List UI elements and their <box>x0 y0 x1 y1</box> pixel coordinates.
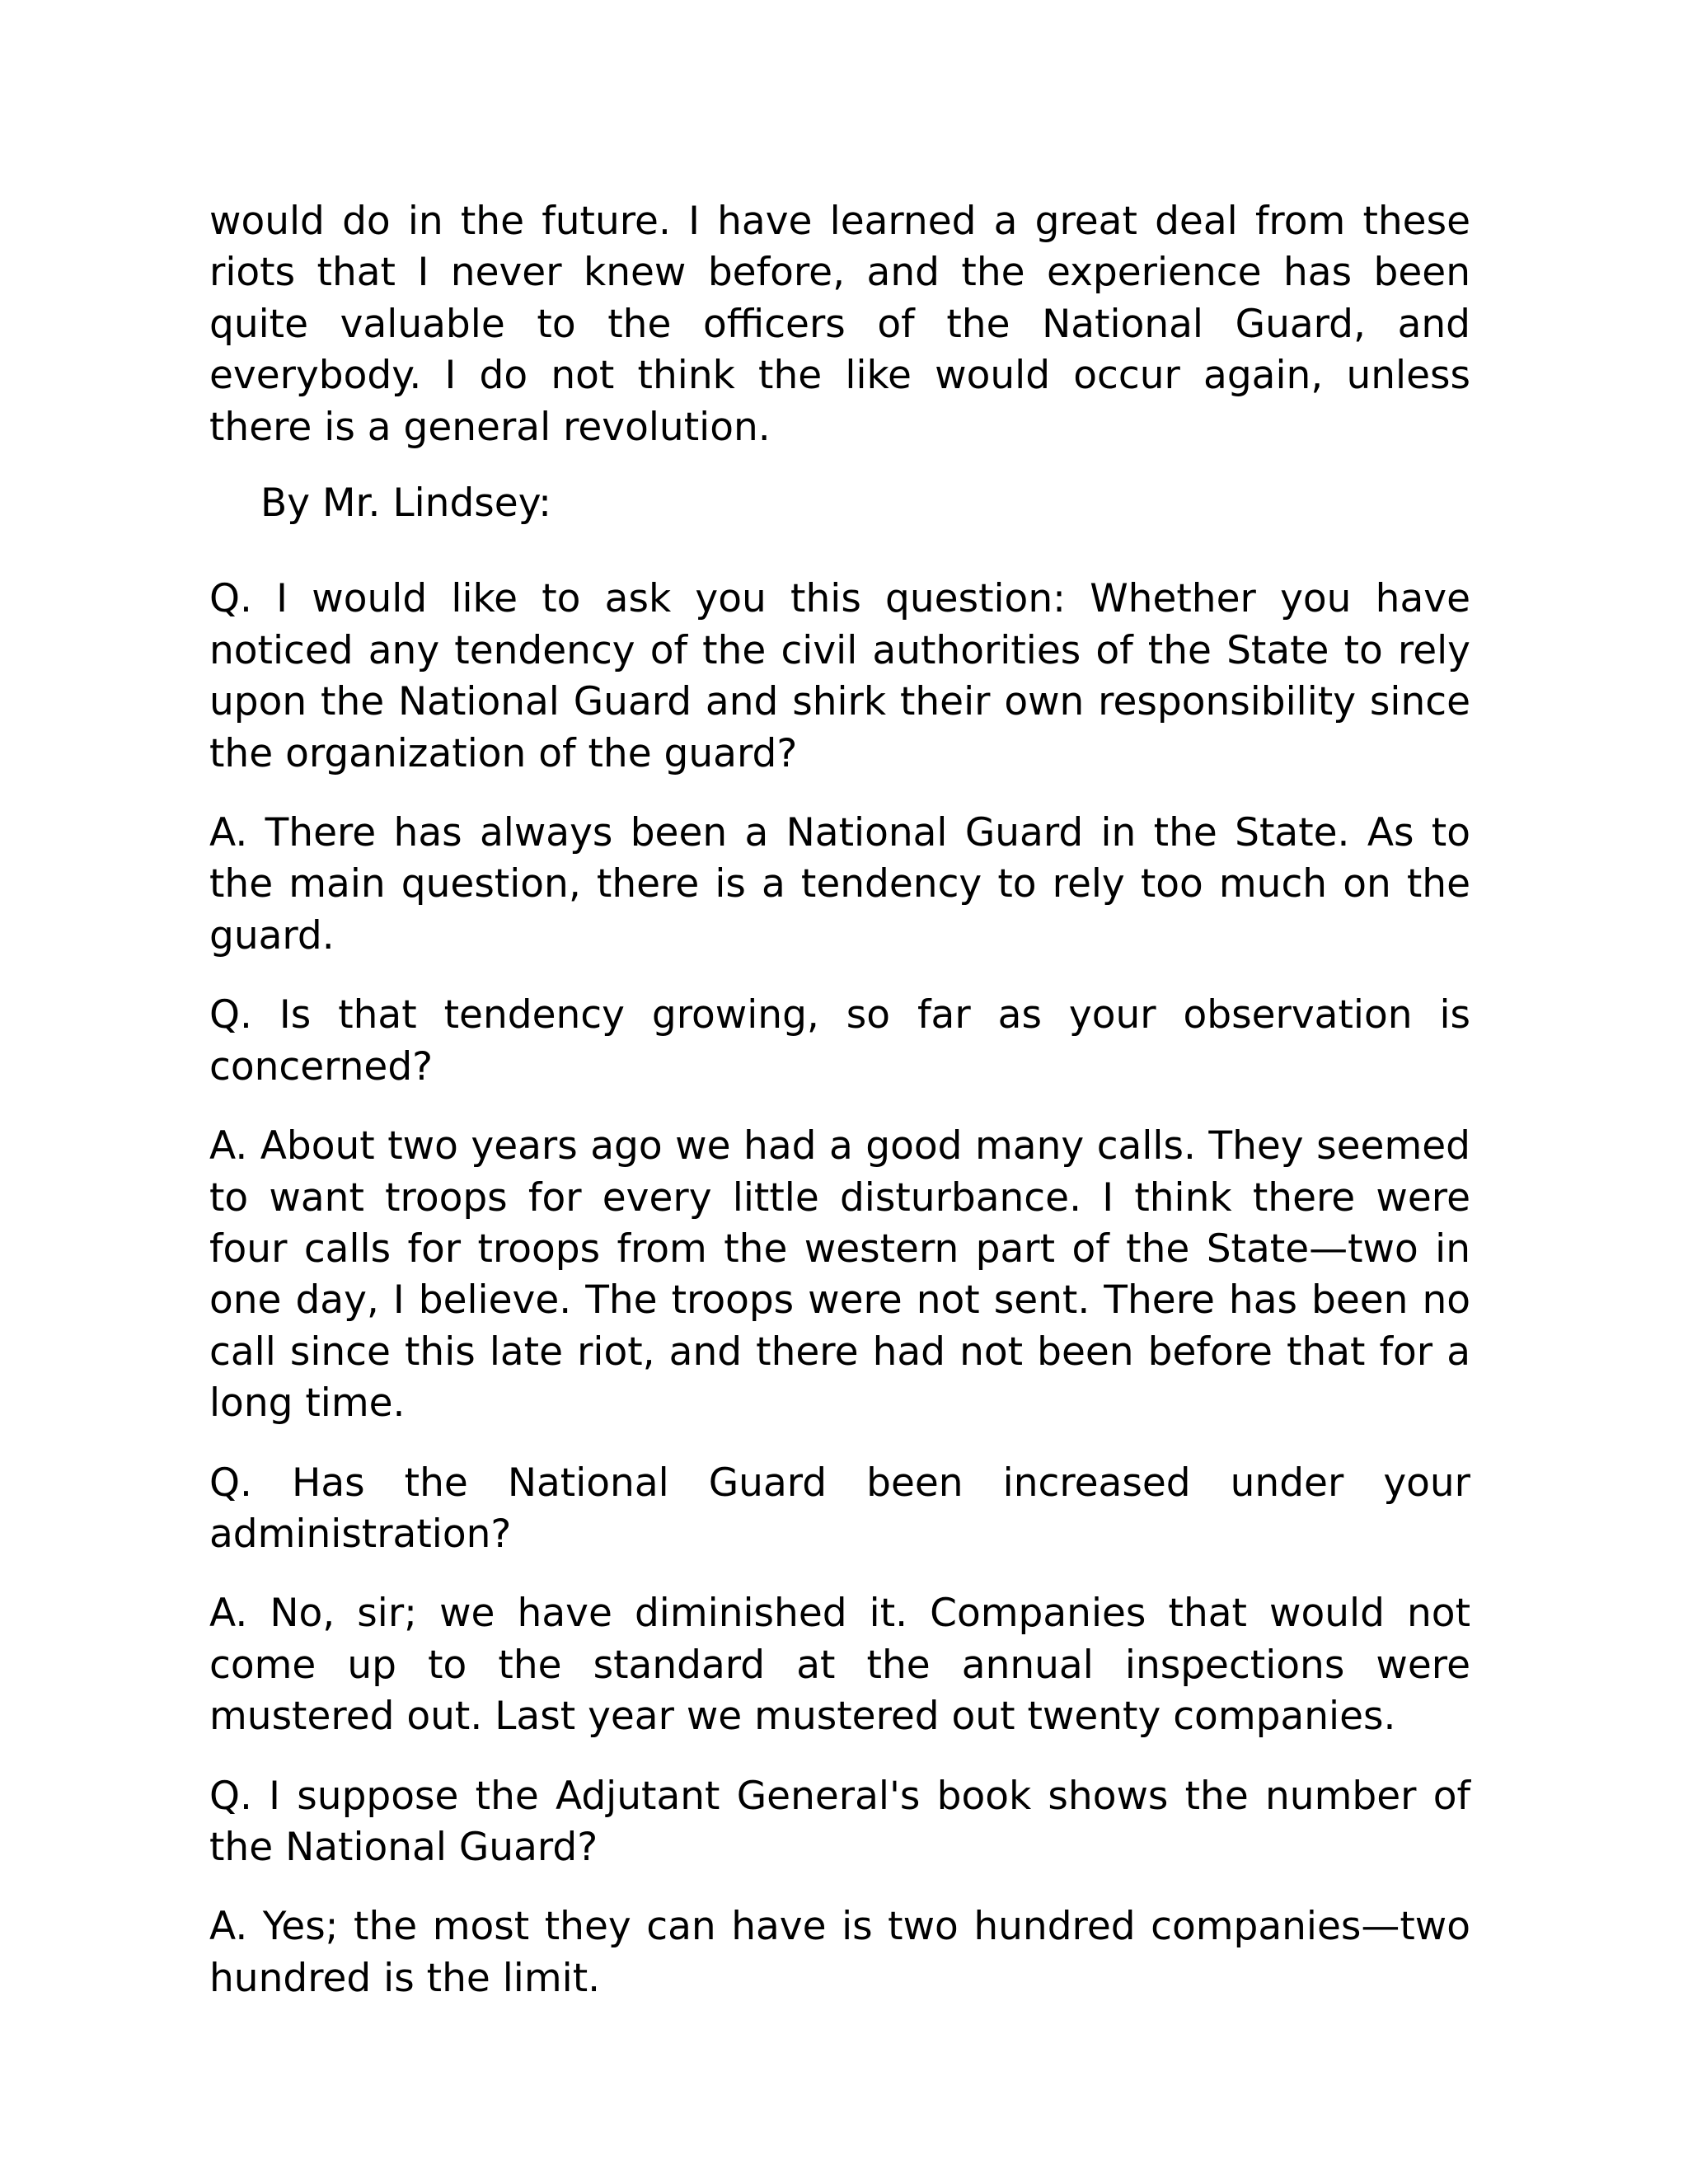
document-page <box>209 196 1470 2032</box>
question-paragraph: Q. I would like to ask you this question: Whether you have noticed any tendency of the civil authorities of the State to rely upon the National Guard and shirk their own responsibility since the organization of the guard? <box>209 576 1470 776</box>
answer-paragraph: A. There has always been a National Guard in the State. As to the main question, there is a tendency to rely too much on the guard. <box>209 810 1470 958</box>
question-paragraph: Q. I suppose the Adjutant General's book shows the number of the National Guard? <box>209 1773 1470 1870</box>
answer-paragraph: A. Yes; the most they can have is two hundred companies—two hundred is the limit. <box>209 1904 1470 2001</box>
question-paragraph: Q. Has the National Guard been increased under your administration? <box>209 1460 1470 1557</box>
question-paragraph: Q. Is that tendency growing, so far as your observation is concerned? <box>209 992 1470 1090</box>
continuation-paragraph: would do in the future. I have learned a great deal from these riots that I never knew before, and the experience has been quite valuable to the officers of the National Guard, and everybody. I do not think the like would occur again, unless there is a general revolution. <box>209 199 1470 450</box>
answer-paragraph: A. About two years ago we had a good many calls. They seemed to want troops for every little disturbance. I think there were four calls for troops from the western part of the State—two in one day, I believe. The troops were not sent. There has been no call since this late riot, and there had not been before that for a long time. <box>209 1123 1470 1427</box>
speaker-line: By Mr. Lindsey: <box>260 480 551 527</box>
answer-paragraph: A. No, sir; we have diminished it. Companies that would not come up to the standard at the annual inspections were mustered out. Last year we mustered out twenty companies. <box>209 1591 1470 1740</box>
